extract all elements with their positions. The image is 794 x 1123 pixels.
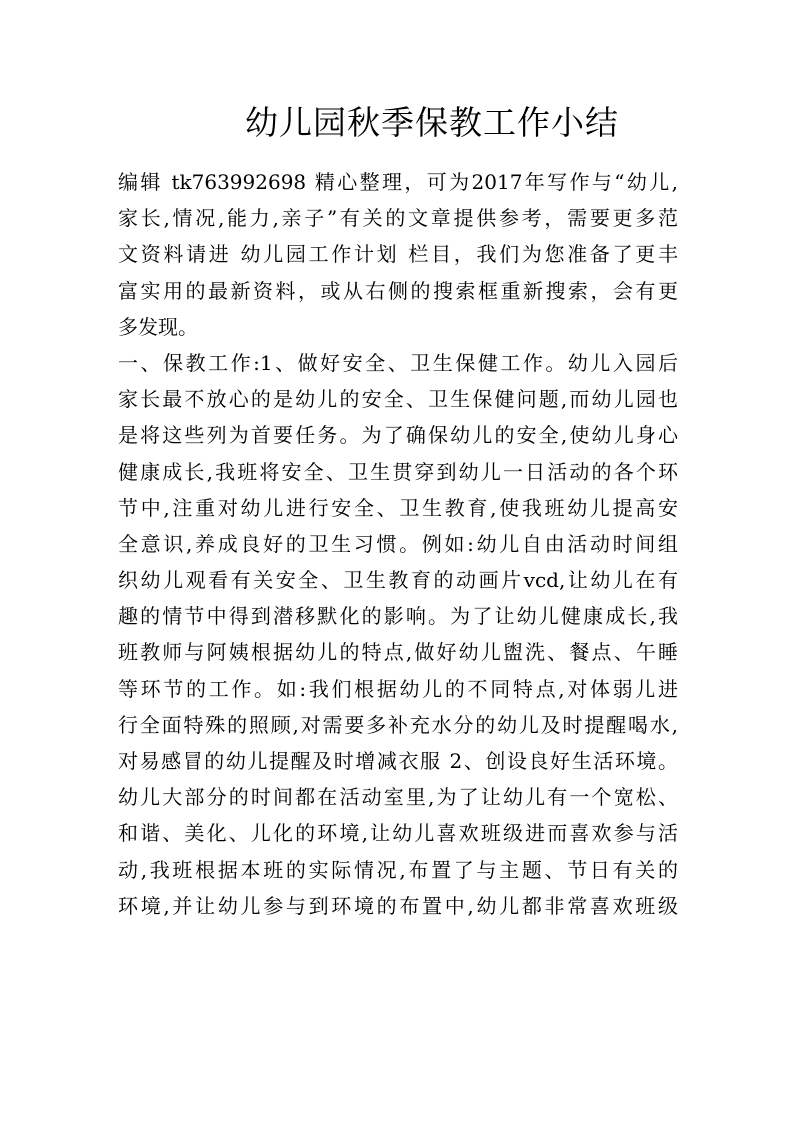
body-line: 文资料请进 幼儿园工作计划 栏目，我们为您准备了更丰 xyxy=(118,242,678,267)
body-line: 家长,情况,能力,亲子”有关的文章提供参考，需要更多范 xyxy=(118,206,678,231)
body-line: 对易感冒的幼儿提醒及时增减衣服 2、创设良好生活环境。 xyxy=(118,749,678,773)
body-line: 动,我班根据本班的实际情况,布置了与主题、节日有关的 xyxy=(118,857,678,882)
body-line: 富实用的最新资料，或从右侧的搜索框重新搜索，会有更 xyxy=(118,278,678,303)
body-line: 编辑 tk763992698 精心整理，可为2017年写作与“幼儿, xyxy=(118,170,678,194)
body-line: 幼儿大部分的时间都在活动室里,为了让幼儿有一个宽松、 xyxy=(118,785,678,810)
body-line: 环境,并让幼儿参与到环境的布置中,幼儿都非常喜欢班级 xyxy=(118,893,678,918)
body-line: 是将这些列为首要任务。为了确保幼儿的安全,使幼儿身心 xyxy=(118,423,678,448)
body-line: 班教师与阿姨根据幼儿的特点,做好幼儿盥洗、餐点、午睡 xyxy=(118,640,678,665)
body-line: 节中,注重对幼儿进行安全、卫生教育,使我班幼儿提高安 xyxy=(118,495,678,520)
body-line: 全意识,养成良好的卫生习惯。例如:幼儿自由活动时间组 xyxy=(118,531,678,556)
body-line: 和谐、美化、儿化的环境,让幼儿喜欢班级进而喜欢参与活 xyxy=(118,821,678,846)
body-line: 一、保教工作:1、做好安全、卫生保健工作。幼儿入园后 xyxy=(118,350,678,375)
document-body xyxy=(118,164,678,924)
body-line: 趣的情节中得到潜移默化的影响。为了让幼儿健康成长,我 xyxy=(118,604,678,629)
body-line: 家长最不放心的是幼儿的安全、卫生保健问题,而幼儿园也 xyxy=(118,387,678,412)
body-line: 等环节的工作。如:我们根据幼儿的不同特点,对体弱儿进 xyxy=(118,676,678,701)
body-line: 多发现。 xyxy=(118,314,198,339)
body-line: 行全面特殊的照顾,对需要多补充水分的幼儿及时提醒喝水, xyxy=(118,712,678,737)
body-line: 健康成长,我班将安全、卫生贯穿到幼儿一日活动的各个环 xyxy=(118,459,678,484)
document-title: 幼儿园秋季保教工作小结 xyxy=(245,103,619,142)
body-line: 织幼儿观看有关安全、卫生教育的动画片vcd,让幼儿在有 xyxy=(118,568,678,593)
